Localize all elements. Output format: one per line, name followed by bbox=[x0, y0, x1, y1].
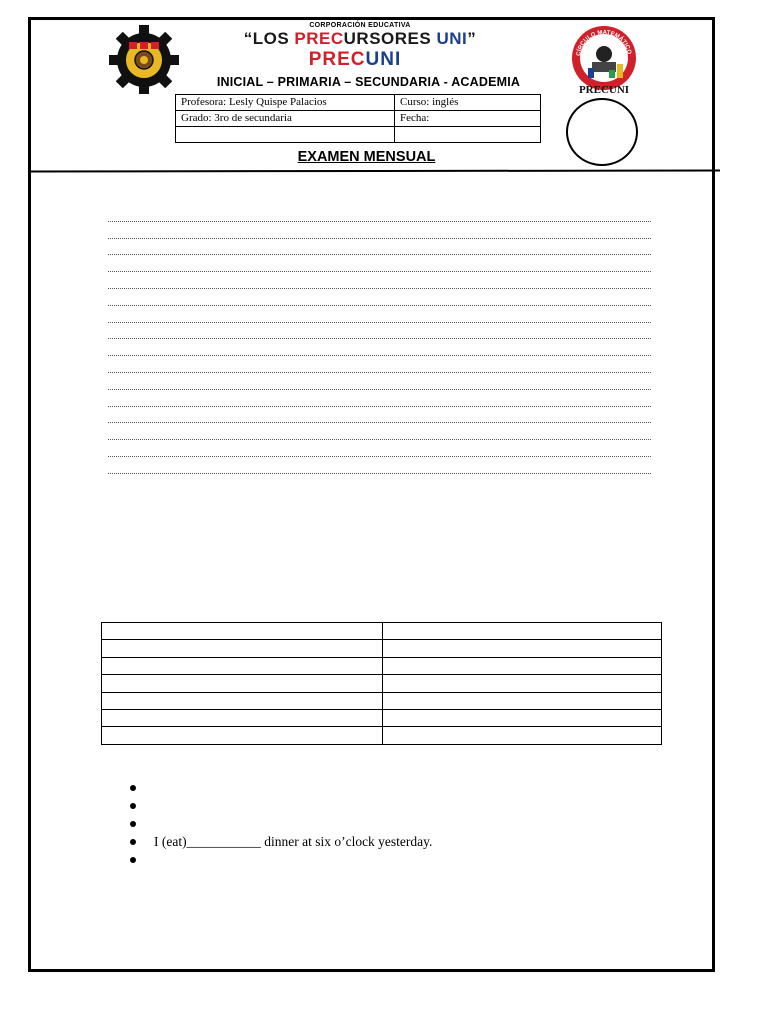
table-cell[interactable] bbox=[383, 709, 662, 726]
list-item bbox=[130, 797, 432, 815]
table-row bbox=[102, 709, 662, 726]
table-cell[interactable] bbox=[102, 675, 383, 692]
writing-line[interactable] bbox=[108, 306, 651, 323]
school-name: “LOS PRECURSORES UNI” bbox=[243, 29, 477, 48]
answer-table bbox=[101, 622, 662, 745]
table-cell[interactable] bbox=[383, 657, 662, 674]
grade-cell: Grado: 3ro de secundaria bbox=[176, 111, 395, 127]
student-info-table bbox=[175, 94, 541, 143]
school-emblem-logo bbox=[104, 24, 184, 94]
bullet-icon bbox=[130, 803, 136, 809]
list-item bbox=[130, 779, 432, 797]
list-item bbox=[130, 815, 432, 833]
writing-line[interactable] bbox=[108, 205, 651, 222]
date-cell[interactable]: Fecha: bbox=[395, 111, 541, 127]
writing-line[interactable] bbox=[108, 239, 651, 256]
bullet-icon bbox=[130, 857, 136, 863]
blank-cell[interactable] bbox=[395, 127, 541, 143]
writing-line[interactable] bbox=[108, 323, 651, 340]
writing-line[interactable] bbox=[108, 373, 651, 390]
exam-title: EXAMEN MENSUAL bbox=[297, 149, 436, 165]
writing-line[interactable] bbox=[108, 440, 651, 457]
bullet-icon bbox=[130, 785, 136, 791]
course-cell: Curso: inglés bbox=[395, 95, 541, 111]
table-cell[interactable] bbox=[102, 727, 383, 744]
table-cell[interactable] bbox=[102, 657, 383, 674]
writing-line[interactable] bbox=[108, 289, 651, 306]
table-row bbox=[102, 657, 662, 674]
table-cell[interactable] bbox=[102, 640, 383, 657]
writing-line[interactable] bbox=[108, 390, 651, 407]
table-row bbox=[102, 675, 662, 692]
table-row bbox=[102, 727, 662, 744]
list-item bbox=[130, 851, 432, 869]
writing-line[interactable] bbox=[108, 255, 651, 272]
teacher-cell: Profesora: Lesly Quispe Palacios bbox=[176, 95, 395, 111]
table-row bbox=[102, 623, 662, 640]
table-cell[interactable] bbox=[102, 692, 383, 709]
table-cell[interactable] bbox=[102, 623, 383, 640]
name-cell[interactable] bbox=[176, 127, 395, 143]
svg-text:CÍRCULO MATEMÁTICO: CÍRCULO MATEMÁTICO bbox=[576, 29, 632, 57]
table-cell[interactable] bbox=[383, 727, 662, 744]
grade-circle bbox=[566, 98, 638, 166]
bullet-icon bbox=[130, 821, 136, 827]
corporation-label: CORPORACIÓN EDUCATIVA bbox=[309, 22, 411, 29]
table-cell[interactable] bbox=[383, 692, 662, 709]
writing-line[interactable] bbox=[108, 356, 651, 373]
table-cell[interactable] bbox=[102, 709, 383, 726]
table-cell[interactable] bbox=[383, 623, 662, 640]
writing-line[interactable] bbox=[108, 457, 651, 474]
writing-line[interactable] bbox=[108, 423, 651, 440]
writing-line[interactable] bbox=[108, 272, 651, 289]
svg-text:PRECUNI: PRECUNI bbox=[578, 84, 630, 96]
bullet-icon bbox=[130, 839, 136, 845]
list-item bbox=[130, 833, 432, 851]
math-circle-logo bbox=[562, 24, 646, 96]
table-row bbox=[102, 640, 662, 657]
table-row bbox=[102, 692, 662, 709]
exercise-sentence: I (eat)___________ dinner at six o’clock yesterday. bbox=[154, 834, 433, 849]
writing-lines[interactable] bbox=[108, 205, 651, 474]
exercise-list bbox=[130, 779, 432, 869]
writing-line[interactable] bbox=[108, 407, 651, 424]
brand-name: PRECUNI bbox=[308, 49, 402, 70]
writing-line[interactable] bbox=[108, 339, 651, 356]
writing-line[interactable] bbox=[108, 222, 651, 239]
table-cell[interactable] bbox=[383, 640, 662, 657]
table-cell[interactable] bbox=[383, 675, 662, 692]
education-levels: INICIAL – PRIMARIA – SECUNDARIA - ACADEMIA bbox=[216, 75, 521, 89]
